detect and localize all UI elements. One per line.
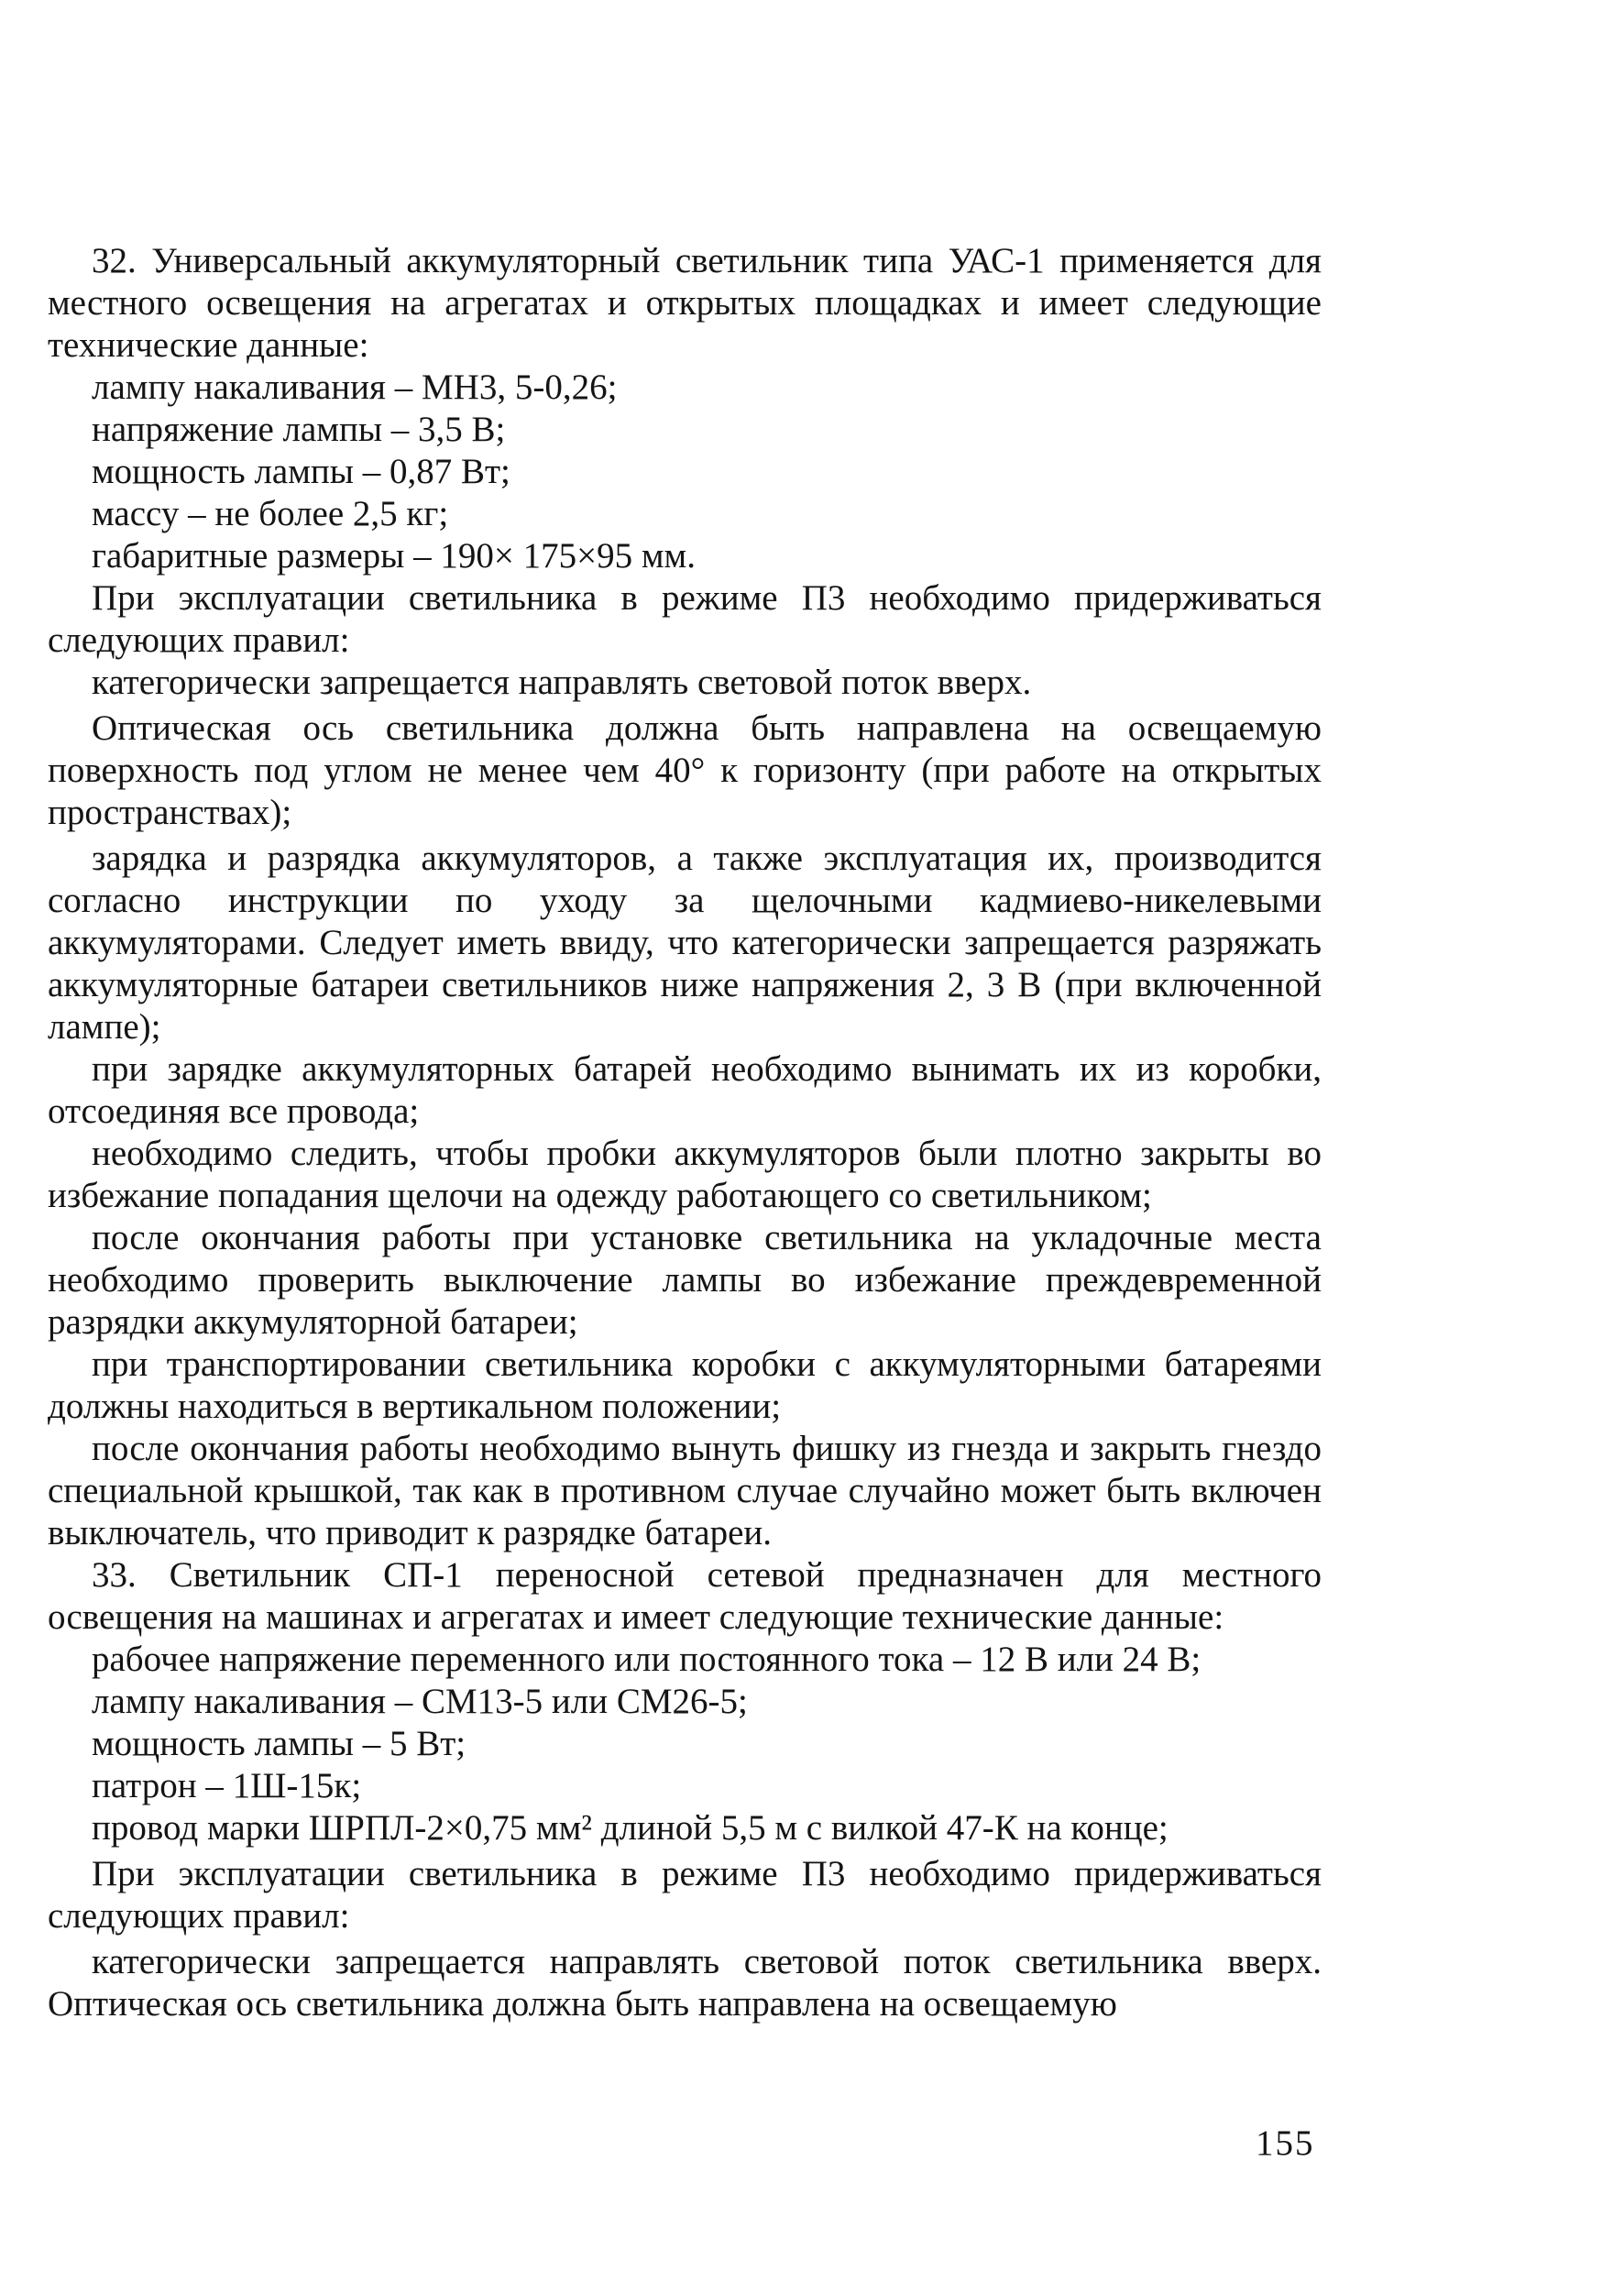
spec-power: мощность лампы – 5 Вт; xyxy=(92,1724,466,1763)
spec-voltage: напряжение лампы – 3,5 В; xyxy=(92,410,506,449)
rule-item: после окончания работы необходимо вынуть фишку из гнезда и закрыть гнездо специальной крышкой, так как в противном случае случайно может быть включен выключатель, что приводит к разрядке батареи. xyxy=(48,1429,1322,1552)
rule-item: при зарядке аккумуляторных батарей необходимо вынимать их из коробки, отсоединяя все провода; xyxy=(48,1049,1322,1131)
spec-mass: массу – не более 2,5 кг; xyxy=(92,494,449,533)
rule-item: зарядка и разрядка аккумуляторов, а также эксплуатация их, производится согласно инструкции по уходу за щелочными кадмиево-никелевыми аккумуляторами. Следует иметь ввиду, что категорически запрещается разряжать аккумуляторные батареи светильников ниже напряжения 2, 3 В (при включенной лампе); xyxy=(48,839,1322,1047)
rule-item: при транспортировании светильника коробки с аккумуляторными батареями должны находиться в вертикальном положении; xyxy=(48,1344,1322,1426)
rules-intro: При эксплуатации светильника в режиме П3 необходимо придерживаться следующих правил: xyxy=(48,1854,1322,1936)
spec-cable: провод марки ШРПЛ-2×0,75 мм² длиной 5,5 м с вилкой 47-К на конце; xyxy=(92,1808,1169,1848)
spec-working-voltage: рабочее напряжение переменного или постоянного тока – 12 В или 24 В; xyxy=(92,1640,1202,1679)
spec-power: мощность лампы – 0,87 Вт; xyxy=(92,452,510,491)
spec-dimensions: габаритные размеры – 190× 175×95 мм. xyxy=(92,536,696,576)
paragraph-item-32: 32. Универсальный аккумуляторный светильник типа УАС-1 применяется для местного освещения на агрегатах и открытых площадках и имеет следующие технические данные: xyxy=(48,241,1322,365)
paragraph-item-33: 33. Светильник СП-1 переносной сетевой предназначен для местного освещения на машинах и агрегатах и имеет следующие технические данные: xyxy=(48,1555,1322,1637)
rule-item: Оптическая ось светильника должна быть направлена на освещаемую поверхность под углом не менее чем 40° к горизонту (при работе на открытых пространствах); xyxy=(48,708,1322,832)
rule-item: необходимо следить, чтобы пробки аккумуляторов были плотно закрыты во избежание попадания щелочи на одежду работающего со светильником; xyxy=(48,1134,1322,1215)
spec-socket: патрон – 1Ш-15к; xyxy=(92,1766,362,1805)
body-text xyxy=(48,240,1322,2025)
spec-lamp: лампу накаливания – СМ13-5 или СМ26-5; xyxy=(92,1682,748,1721)
page-number: 155 xyxy=(1256,2123,1315,2163)
rules-intro: При эксплуатации светильника в режиме П3 необходимо придерживаться следующих правил: xyxy=(48,578,1322,660)
rule-item: категорически запрещается направлять световой поток светильника вверх. Оптическая ось светильника должна быть направлена на освещаемую xyxy=(48,1942,1322,2024)
rule-item: после окончания работы при установке светильника на укладочные места необходимо проверить выключение лампы во избежание преждевременной разрядки аккумуляторной батареи; xyxy=(48,1218,1322,1342)
rule-item: категорически запрещается направлять световой поток вверх. xyxy=(92,663,1032,702)
spec-lamp: лампу накаливания – МН3, 5-0,26; xyxy=(92,368,618,407)
